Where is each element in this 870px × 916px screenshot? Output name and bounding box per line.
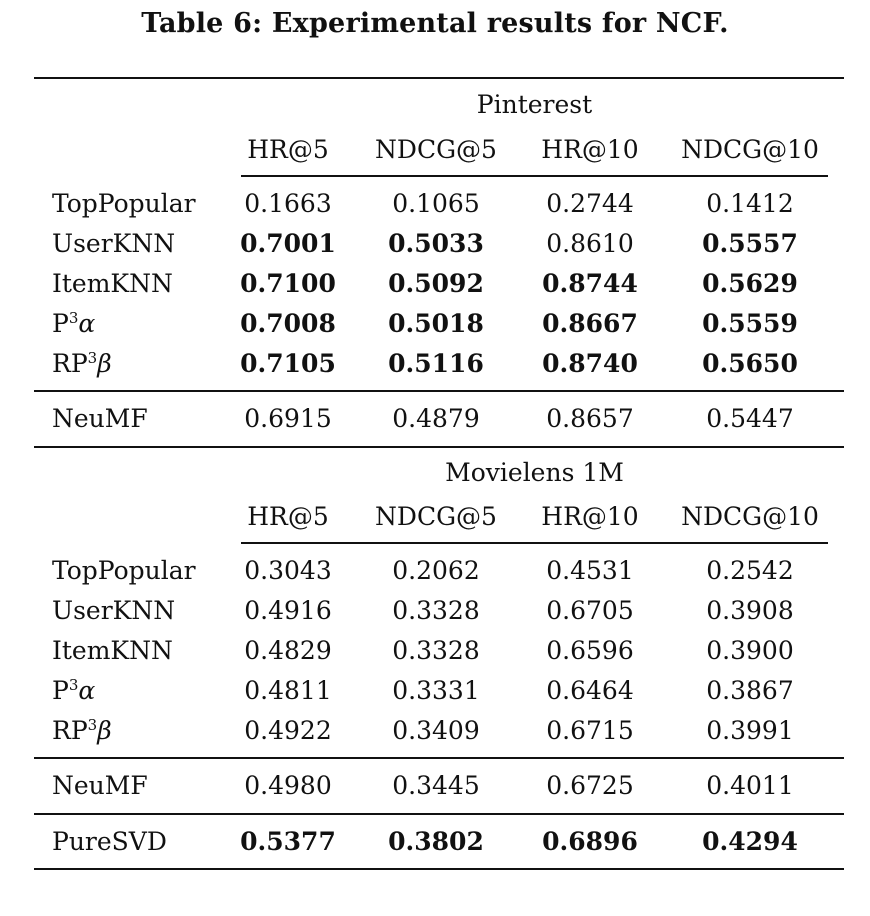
movielens-subrule [241, 542, 828, 544]
cell: 0.7008 [240, 309, 336, 338]
pinterest-metric-header [0, 132, 870, 168]
cell: 0.4916 [244, 596, 332, 625]
cell: 0.4879 [392, 404, 480, 433]
pinterest-header: Pinterest [476, 90, 593, 119]
row-label: ItemKNN [52, 269, 173, 298]
row-label: $P^3\alpha$ [52, 676, 96, 705]
table-row [0, 553, 870, 589]
table-row [0, 768, 870, 804]
top-rule [34, 77, 844, 79]
cell: 0.6896 [542, 827, 638, 856]
table-row [0, 266, 870, 302]
row-label: TopPopular [52, 556, 196, 585]
table-row [0, 226, 870, 262]
cell: 0.8610 [546, 229, 634, 258]
metric-hr10: HR@10 [541, 135, 639, 164]
cell: 0.1065 [392, 189, 480, 218]
row-label: TopPopular [52, 189, 196, 218]
cell: 0.7100 [240, 269, 336, 298]
cell: 0.3409 [392, 716, 480, 745]
metric-hr5: HR@5 [247, 502, 329, 531]
cell: 0.2062 [392, 556, 480, 585]
table-row [0, 593, 870, 629]
cell: 0.3991 [706, 716, 794, 745]
cell: 0.5116 [388, 349, 484, 378]
cell: 0.3043 [244, 556, 332, 585]
table-row [0, 633, 870, 669]
cell: 0.2744 [546, 189, 634, 218]
mid-rule [34, 757, 844, 759]
row-label: ItemKNN [52, 636, 173, 665]
bottom-rule [34, 868, 844, 870]
movielens-metric-header [0, 499, 870, 535]
cell: 0.3331 [392, 676, 480, 705]
cell: 0.5018 [388, 309, 484, 338]
row-label: $P^3\alpha$ [52, 309, 96, 338]
cell: 0.5033 [388, 229, 484, 258]
table-row [0, 713, 870, 749]
row-label: PureSVD [52, 827, 167, 856]
cell: 0.4922 [244, 716, 332, 745]
movielens-header: Movielens 1M [445, 458, 624, 487]
metric-ndcg10: NDCG@10 [681, 135, 819, 164]
mid-rule [34, 390, 844, 392]
pinterest-subrule [241, 175, 828, 177]
cell: 0.5092 [388, 269, 484, 298]
table-row [0, 673, 870, 709]
cell: 0.3900 [706, 636, 794, 665]
cell: 0.8657 [546, 404, 634, 433]
cell: 0.5377 [240, 827, 336, 856]
row-label: UserKNN [52, 596, 176, 625]
cell: 0.3445 [392, 771, 480, 800]
row-label: $RP^3\beta$ [52, 349, 112, 378]
cell: 0.5447 [706, 404, 794, 433]
cell: 0.4531 [546, 556, 634, 585]
cell: 0.5559 [702, 309, 798, 338]
metric-ndcg10: NDCG@10 [681, 502, 819, 531]
table-row [0, 401, 870, 437]
cell: 0.6715 [546, 716, 634, 745]
row-label: NeuMF [52, 404, 148, 433]
cell: 0.7001 [240, 229, 336, 258]
row-label: NeuMF [52, 771, 148, 800]
cell: 0.6464 [546, 676, 634, 705]
cell: 0.6915 [244, 404, 332, 433]
table-row [0, 186, 870, 222]
cell: 0.4980 [244, 771, 332, 800]
metric-hr10: HR@10 [541, 502, 639, 531]
cell: 0.6596 [546, 636, 634, 665]
cell: 0.4811 [244, 676, 332, 705]
cell: 0.3802 [388, 827, 484, 856]
cell: 0.4011 [706, 771, 794, 800]
table-caption: Table 6: Experimental results for NCF. [141, 8, 729, 39]
mid-rule [34, 813, 844, 815]
row-label: $RP^3\beta$ [52, 716, 112, 745]
cell: 0.3908 [706, 596, 794, 625]
cell: 0.1663 [244, 189, 332, 218]
table-row [0, 346, 870, 382]
cell: 0.8744 [542, 269, 638, 298]
cell: 0.4294 [702, 827, 798, 856]
cell: 0.6725 [546, 771, 634, 800]
cell: 0.1412 [706, 189, 794, 218]
cell: 0.5557 [702, 229, 798, 258]
cell: 0.3867 [706, 676, 794, 705]
cell: 0.7105 [240, 349, 336, 378]
metric-hr5: HR@5 [247, 135, 329, 164]
metric-ndcg5: NDCG@5 [375, 502, 497, 531]
cell: 0.6705 [546, 596, 634, 625]
table-row [0, 824, 870, 860]
cell: 0.5629 [702, 269, 798, 298]
cell: 0.8740 [542, 349, 638, 378]
cell: 0.5650 [702, 349, 798, 378]
cell: 0.8667 [542, 309, 638, 338]
mid-rule [34, 446, 844, 448]
row-label: UserKNN [52, 229, 176, 258]
table-row [0, 306, 870, 342]
cell: 0.3328 [392, 596, 480, 625]
cell: 0.4829 [244, 636, 332, 665]
metric-ndcg5: NDCG@5 [375, 135, 497, 164]
cell: 0.2542 [706, 556, 794, 585]
cell: 0.3328 [392, 636, 480, 665]
